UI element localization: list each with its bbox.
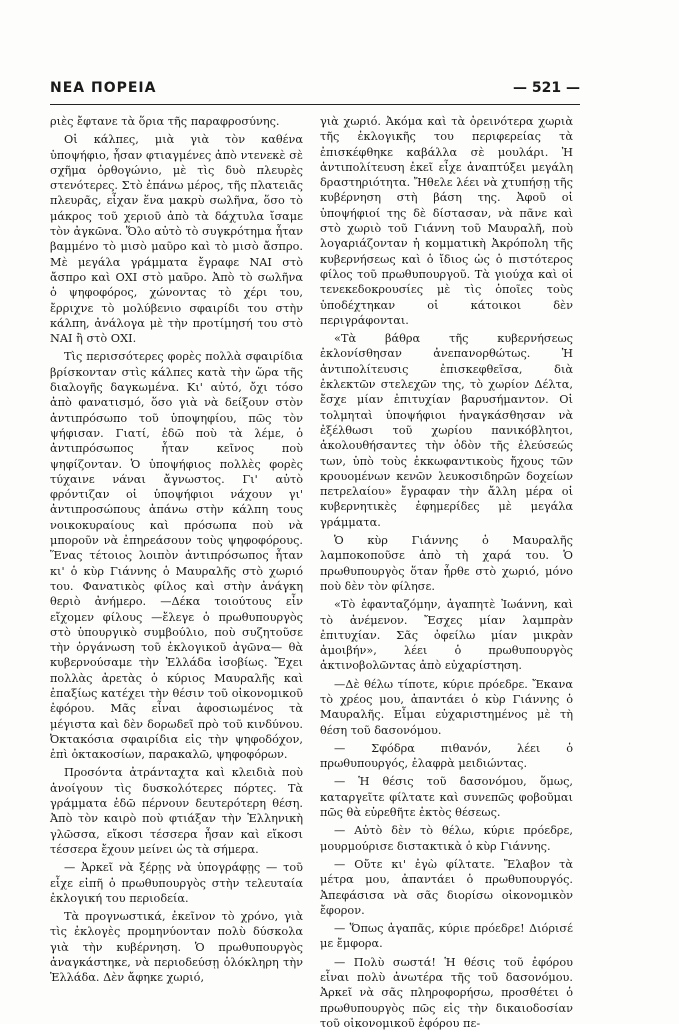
paragraph: γιὰ χωριό. Ἀκόμα καὶ τὰ ὀρεινότερα χωριὰ τῆς ἐκλογικῆς του περιφερείας τὰ ἐπισκέφθηκε καβάλλα σὲ μουλάρι. Ἡ ἀντιπολίτευση ἐκεῖ εἶχε ἀναπτύξει μεγάλη δραστηριότητα. Ἤθελε λέει νὰ χτυπήσῃ τῆς κυβέρνηση στὴ βάση της. Ἀφοῦ οἱ ὑποψήφιοί της δὲ δίστασαν, νὰ πᾶνε καὶ στὸ χωριὸ τοῦ Γιάννη τοῦ Μαυραλῆ, ποὺ λογαριάζονταν ἡ κομματικὴ Ἀκρόπολη τῆς κυβερνήσεως καὶ ὁ ἴδιος ὡς ὁ πιστότερος φίλος τοῦ πρωθυπουργοῦ. Τὰ γιούχα καὶ οἱ τενεκεδοκρουσίες μὲ τὶς ὁποῖες τοὺς ὑποδέχτηκαν οἱ κάτοικοι δὲν περιγράφονται. bbox=[320, 115, 573, 327]
paragraph: — Οὔτε κι' ἐγὼ φίλτατε. Ἔλαβον τὰ μέτρα μου, ἀπαντάει ὁ πρωθυπουργός. Ἀπεφάσισα νὰ σᾶς διορίσω οἰκονομικὸν ἔφορον. bbox=[320, 857, 573, 917]
paragraph: «Τὸ ἐφανταζόμην, ἀγαπητὲ Ἰωάννη, καὶ τὸ ἀνέμενον. Ἔσχες μίαν λαμπρὰν ἐπιτυχίαν. Σᾶς ὀφείλω μίαν μικρὰν ἀμοιβήν», λέει ὁ πρωθυπουργὸς ἀκτινοβολῶντας ἀπὸ εὐχαρίστηση. bbox=[320, 598, 573, 673]
paragraph: — Ἡ θέσις τοῦ δασονόμου, ὅμως, καταργεῖτε φίλτατε καὶ συνεπῶς φοβοῦμαι πῶς θὰ εὑρεθῆτε ἐκτὸς θέσεως. bbox=[320, 775, 573, 820]
paragraph: «Τὰ βάθρα τῆς κυβερνήσεως ἐκλονίσθησαν ἀνεπανορθώτως. Ἡ ἀντιπολίτευσις ἐπισκεφθεῖσα, διὰ ἐκλεκτῶν στελεχῶν της, τὸ χωρίον Δέλτα, ἔσχε μίαν ἐπιτυχίαν βαρυσήμαντον. Οἱ τολμηταὶ ὑποψήφιοι ἠναγκάσθησαν νὰ ἐξέλθωσι τοῦ χωρίου πανικόβλητοι, ἀκολουθήσαντες τὴν ὁδὸν τῆς ἐλεύσεώς των, ὑπὸ τοὺς ἐκκωφαντικοὺς ἤχους τῶν κρουομένων κενῶν λευκοσιδηρῶν δοχείων πετρελαίου» ἔγραφαν τὴν ἄλλη μέρα οἱ κυβερνητικὲς ἐφημερίδες μὲ μεγάλα γράμματα. bbox=[320, 332, 573, 529]
running-header bbox=[50, 80, 580, 102]
paragraph: Τὰ προγνωστικά, ἐκεῖνον τὸ χρόνο, γιὰ τὶς ἐκλογὲς προμηνύονταν πολὺ δύσκολα γιὰ τὴν κυβέρνηση. Ὁ πρωθυπουργὸς ἀναγκάστηκε, νὰ περιοδεύσῃ ὁλόκληρη τὴν Ἑλλάδα. Δὲν ἄφηκε χωριό, bbox=[50, 910, 303, 985]
paragraph: —Δὲ θέλω τίποτε, κύριε πρόεδρε. Ἔκανα τὸ χρέος μου, ἀπαντάει ὁ κὺρ Γιάννης ὁ Μαυραλῆς. Εἶμαι εὐχαριστημένος μὲ τὴ θέση τοῦ δασονόμου. bbox=[320, 677, 573, 737]
paragraph: — Ἀρκεῖ νὰ ξέρῃς νὰ ὑπογράφῃς — τοῦ εἶχε εἰπῆ ὁ πρωθυπουργὸς στὴν τελευταία ἐκλογική του περιοδεία. bbox=[50, 861, 303, 905]
paragraph: — Σφόδρα πιθανόν, λέει ὁ πρωθυπουργός, ἐλαφρὰ μειδιώντας. bbox=[320, 741, 573, 771]
left-column bbox=[50, 114, 303, 989]
paragraph: — Αὐτὸ δὲν τὸ θέλω, κύριε πρόεδρε, μουρμούρισε διστακτικὰ ὁ κὺρ Γιάννης. bbox=[320, 824, 573, 853]
paragraph: — Ὅπως ἀγαπᾶς, κύριε πρόεδρε! Διόρισέ με ἔμφορα. bbox=[320, 922, 573, 951]
paragraph: ριὲς ἔφτανε τὰ ὅρια τῆς παραφροσύνης. bbox=[50, 115, 280, 128]
paragraph: Ὁ κὺρ Γιάννης ὁ Μαυραλῆς λαμποκοποῦσε ἀπὸ τὴ χαρά του. Ὁ πρωθυπουργὸς ὅταν ἦρθε στὸ χωριό, μόνο ποὺ δὲν τὸν φίλησε. bbox=[320, 534, 573, 593]
journal-title: ΝΕΑ ΠΟΡΕΙΑ bbox=[50, 80, 157, 96]
right-column bbox=[320, 114, 573, 1034]
paragraph: Προσόντα ἀτράνταχτα καὶ κλειδιὰ ποὺ ἀνοίγουν τὶς δυσκολότερες πόρτες. Τὰ γράμματα ἐδῶ πέρνουν δευτερότερη θέση. Ἀπὸ τὸν καιρὸ ποὺ φτιάξαν τὴν Ἑλληνικὴ γλῶσσα, εἴκοσι τέσσερα ἦσαν καὶ εἴκοσι τέσσερα ἔχουν μείνει ὡς τὰ σήμερα. bbox=[50, 766, 303, 856]
header-rule bbox=[50, 104, 580, 105]
paragraph: Τὶς περισσότερες φορὲς πολλὰ σφαιρίδια βρίσκονταν στὶς κάλπες κατὰ τὴν ὥρα τῆς διαλογῆς δαγκωμένα. Κι' αὐτό, ὄχι τόσο ἀπὸ φανατισμό, ὅσο γιὰ νὰ δείξουν στὸν ἀντιπρόσωπο τοῦ ὑποψηφίου, πῶς τὸν ψήφισαν. Γιατί, ἐδῶ ποὺ τὰ λέμε, ὁ ἀντιπρόσωπος ἦταν κεῖνος ποὺ ψηφίζονταν. Ὁ ὑποψήφιος πολλὲς φορὲς τύχαινε νάναι ἄγνωστος. Γι' αὐτὸ φρόντιζαν οἱ ὑποψήφιοι νάχουν γι' ἀντιπροσώπους ἀπάνω στὴν κάλπη τους νοικοκυραίους καὶ πρόσωπα ποὺ νὰ μποροῦν νὰ ἐπηρεάσουν τοὺς ψηφοφόρους. Ἕνας τέτοιος λοιπὸν ἀντιπρόσωπος ἦταν κι' ὁ κὺρ Γιάννης ὁ Μαυραλῆς στὸ χωριό του. Φανατικὸς φίλος καὶ στὴν ἀνάγκη θεριὸ ἀνήμερο. —Δέκα τοιούτους εἶν εἴχομεν φίλους —ἔλεγε ὁ πρωθυπουργὸς στὸ ὑπουργικὸ συμβούλιο, ποὺ συζητοῦσε τὴν ὀργάνωση τοῦ ἐκλογικοῦ ἀγῶνα— θὰ κυβερνούσαμε τὴν Ἑλλάδα ἰσοβίως. Ἔχει πολλὰς ἀρετὰς ὁ κύριος Μαυραλῆς καὶ ἐπαξίως κατέχει τὴν θέσιν τοῦ οἰκονομικοῦ ἐφόρου. Μᾶς εἶναι ἀφοσιωμένος τὰ μέγιστα καὶ δὲν δορωδεῖ πρὸ τοῦ κινδύνου. Ὀκτακόσια σφαιρίδια εἰς τὴν ψηφοδόχον, ἐπὶ ὀκτακοσίων, παρακαλῶ, ψηφοφόρων. bbox=[50, 350, 303, 762]
page-number: — 521 — bbox=[513, 80, 580, 96]
paragraph: Οἱ κάλπες, μιὰ γιὰ τὸν καθένα ὑποψήφιο, ἦσαν φτιαγμένες ἀπὸ ντενεκὲ σὲ σχῆμα ὀρθογώνιο, μὲ τὶς δυὸ πλευρὲς στενότερες. Στὸ ἐπάνω μέρος, τῆς πλατειᾶς πλευρᾶς, εἶχαν ἕνα μακρὺ σωλῆνα, ὅσο τὸ μάκρος τοῦ χεριοῦ ἀπὸ τὰ δάχτυλα ἴσαμε τὸν ἀγκῶνα. Ὅλο αὐτὸ τὸ συγκρότημα ἦταν βαμμένο τὸ μισὸ μαῦρο καὶ τὸ μισὸ ἄσπρο. Μὲ μεγάλα γράμματα ἔγραφε ΝΑΙ στὸ ἄσπρο καὶ ΟΧΙ στὸ μαῦρο. Ἀπὸ τὸ σωλῆνα ὁ ψηφοφόρος, χώνοντας τὸ χέρι του, ἔρριχνε τὸ μολύβενιο σφαιρίδι του στὴν κάλπη, ἀνάλογα μὲ τὴν προτίμησή του στὸ ΝΑΙ ἢ στὸ ΟΧΙ. bbox=[50, 133, 303, 346]
paragraph: — Πολὺ σωστά! Ἡ θέσις τοῦ ἐφόρου εἶναι πολὺ ἀνωτέρα τῆς τοῦ δασονόμου. Ἀρκεῖ νὰ σᾶς πληροφορήσω, προσθέτει ὁ πρωθυπουργὸς πῶς εἰς τὴν δικαιοδοσίαν τοῦ οἰκονομικοῦ ἐφόρου πε- bbox=[320, 955, 573, 1030]
